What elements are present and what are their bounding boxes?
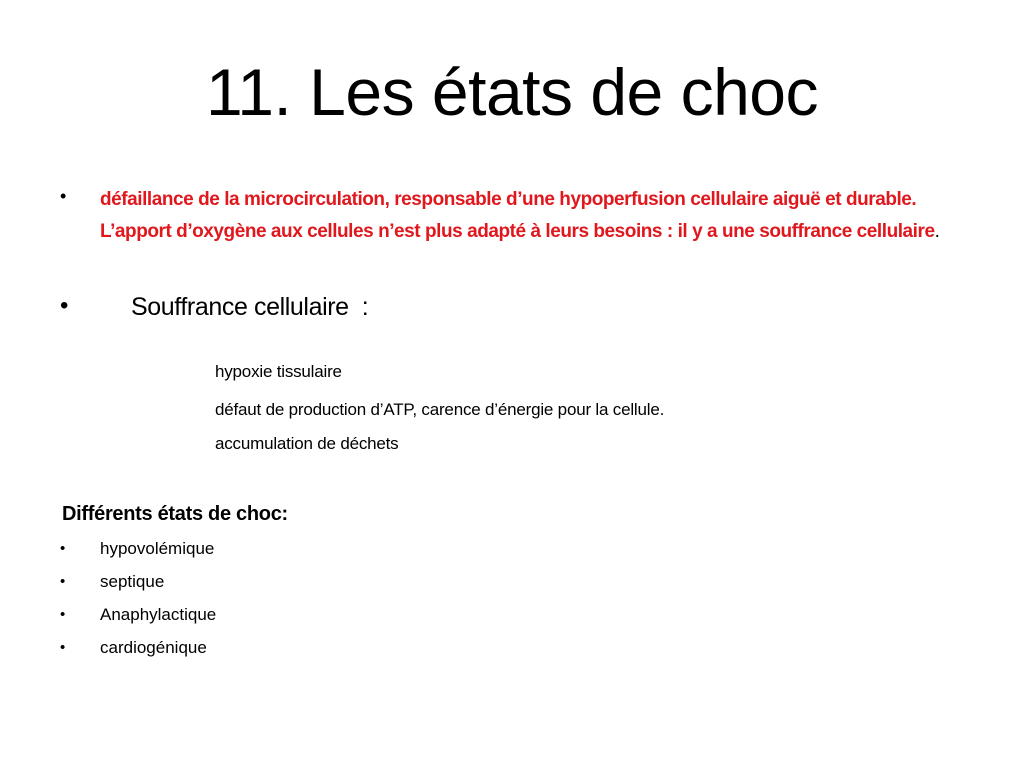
bullet-marker: • [60, 292, 69, 319]
types-heading: Différents états de choc: [62, 503, 288, 525]
definition-bullet [60, 184, 960, 247]
bullet-marker: • [60, 540, 66, 557]
type-label: Anaphylactique [100, 605, 217, 624]
type-label: hypovolémique [100, 539, 215, 558]
slide-title: 11. Les états de choc [205, 55, 819, 129]
definition-text-block [100, 184, 940, 247]
souffrance-item-hypoxie: hypoxie tissulaire [215, 362, 342, 381]
souffrance-label: Souffrance cellulaire : [131, 293, 369, 321]
bullet-marker: • [60, 573, 66, 590]
souffrance-item-dechets: accumulation de déchets [215, 434, 399, 453]
bullet-marker: • [60, 639, 66, 656]
type-label: cardiogénique [100, 638, 207, 657]
definition-period: . [934, 220, 940, 242]
bullet-marker: • [60, 186, 67, 206]
type-label: septique [100, 572, 165, 591]
definition-text: défaillance de la microcirculation, responsable d’une hypoperfusion cellulaire aiguë et durable. L’apport d’oxygène aux cellules n’est plus adapté à leurs besoins : il y a une souffrance cellulaire [100, 189, 935, 242]
bullet-marker: • [60, 606, 66, 623]
souffrance-bullet [60, 290, 660, 326]
souffrance-item-atp: défaut de production d’ATP, carence d’énergie pour la cellule. [215, 400, 665, 419]
